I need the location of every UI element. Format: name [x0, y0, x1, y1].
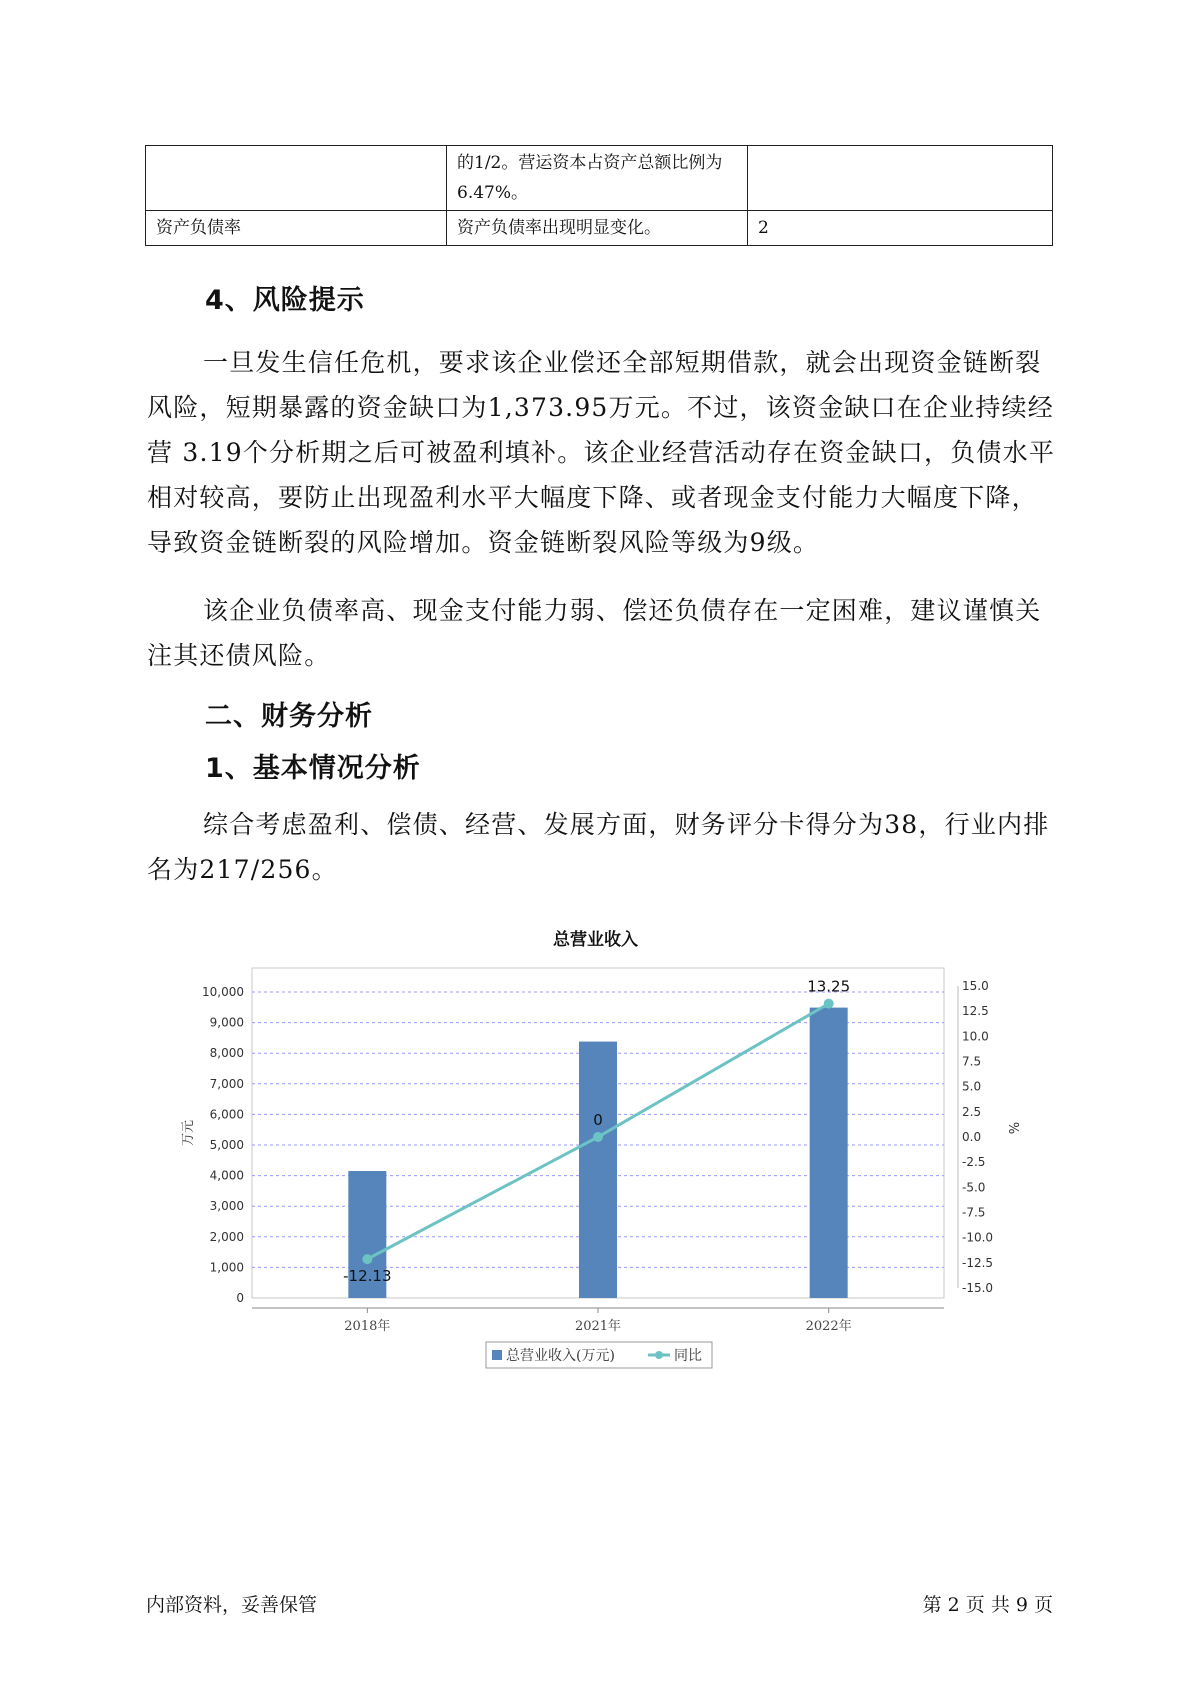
y-tick-label: 9,000: [209, 1015, 244, 1030]
data-label: 13.25: [807, 977, 851, 996]
footer-notice: 内部资料，妥善保管: [146, 1594, 318, 1616]
x-tick-label: 2021年: [574, 1319, 622, 1334]
bar: [579, 1042, 617, 1298]
yoy-point: [593, 1132, 603, 1142]
table-cell: 资产负债率出现明显变化。: [447, 211, 748, 246]
yoy-point: [362, 1254, 372, 1264]
section-heading-risk: 4、风险提示: [205, 285, 365, 316]
legend-line-marker: [655, 1351, 663, 1359]
y-tick-label: 0: [236, 1291, 244, 1305]
y2-tick-label: 2.5: [962, 1104, 982, 1119]
page-number: 第 2 页 共 9 页: [922, 1594, 1053, 1616]
y-tick-label: 4,000: [209, 1168, 244, 1183]
y2-tick-label: 10.0: [962, 1029, 989, 1044]
basic-paragraph: 综合考虑盈利、偿债、经营、发展方面，财务评分卡得分为38，行业内排名为217/256。: [147, 810, 1050, 884]
y2-tick-label: -7.5: [962, 1205, 986, 1220]
y2-tick-label: -5.0: [962, 1180, 986, 1195]
y2-tick-label: 12.5: [962, 1004, 989, 1019]
y-axis-label: 万元: [181, 1119, 196, 1147]
x-tick-label: 2022年: [805, 1319, 852, 1334]
y2-tick-label: -10.0: [962, 1230, 994, 1245]
y-tick-label: 8,000: [209, 1046, 244, 1061]
y2-tick-label: -2.5: [962, 1155, 986, 1170]
y-tick-label: 5,000: [209, 1138, 244, 1152]
risk-paragraph-1: 一旦发生信任危机，要求该企业偿还全部短期借款，就会出现资金链断裂风险，短期暴露的资金缺口为1,373.95万元。不过，该资金缺口在企业持续经营 3.19个分析期之后可被盈利填补。该企业经营活动存在资金缺口，负债水平相对较高，要防止出现盈利水平大幅度下降、或者现金支付能力大幅度下降，导致资金链断裂的风险增加。资金链断裂风险等级为9级。: [147, 348, 1056, 557]
y-tick-label: 1,000: [209, 1260, 244, 1275]
section-heading-financial: 二、财务分析: [205, 701, 373, 732]
y-tick-label: 6,000: [209, 1107, 244, 1122]
y2-tick-label: 7.5: [962, 1054, 982, 1069]
y2-tick-label: 15.0: [962, 979, 989, 993]
yoy-point: [824, 999, 834, 1009]
bar: [810, 1008, 848, 1298]
table-cell: 资产负债率: [146, 211, 447, 246]
legend-bar-label: 总营业收入(万元): [506, 1348, 615, 1364]
legend-bar-swatch: [492, 1350, 502, 1360]
risk-paragraph-2: 该企业负债率高、现金支付能力弱、偿还负债存在一定困难，建议谨慎关注其还债风险。: [147, 596, 1042, 670]
data-label: 0: [593, 1111, 603, 1129]
y-tick-label: 2,000: [209, 1229, 244, 1244]
section-heading-basic: 1、基本情况分析: [205, 753, 421, 784]
legend-line-label: 同比: [674, 1348, 702, 1364]
table-cell: 2: [748, 211, 1053, 246]
y-tick-label: 3,000: [209, 1199, 244, 1214]
y2-tick-label: -12.5: [962, 1255, 994, 1270]
x-tick-label: 2018年: [344, 1319, 391, 1334]
chart-title: 总营业收入: [553, 930, 638, 950]
y2-tick-label: 5.0: [962, 1079, 982, 1094]
y2-tick-label: -15.0: [962, 1281, 994, 1295]
y-tick-label: 10,000: [202, 985, 244, 999]
y2-axis-label: %: [1005, 1121, 1020, 1135]
y-tick-label: 7,000: [209, 1076, 244, 1091]
data-label: -12.13: [343, 1267, 392, 1286]
y2-tick-label: 0.0: [962, 1130, 982, 1144]
table-cell: 的1/2。营运资本占资产总额比例为6.47%。: [447, 146, 748, 211]
